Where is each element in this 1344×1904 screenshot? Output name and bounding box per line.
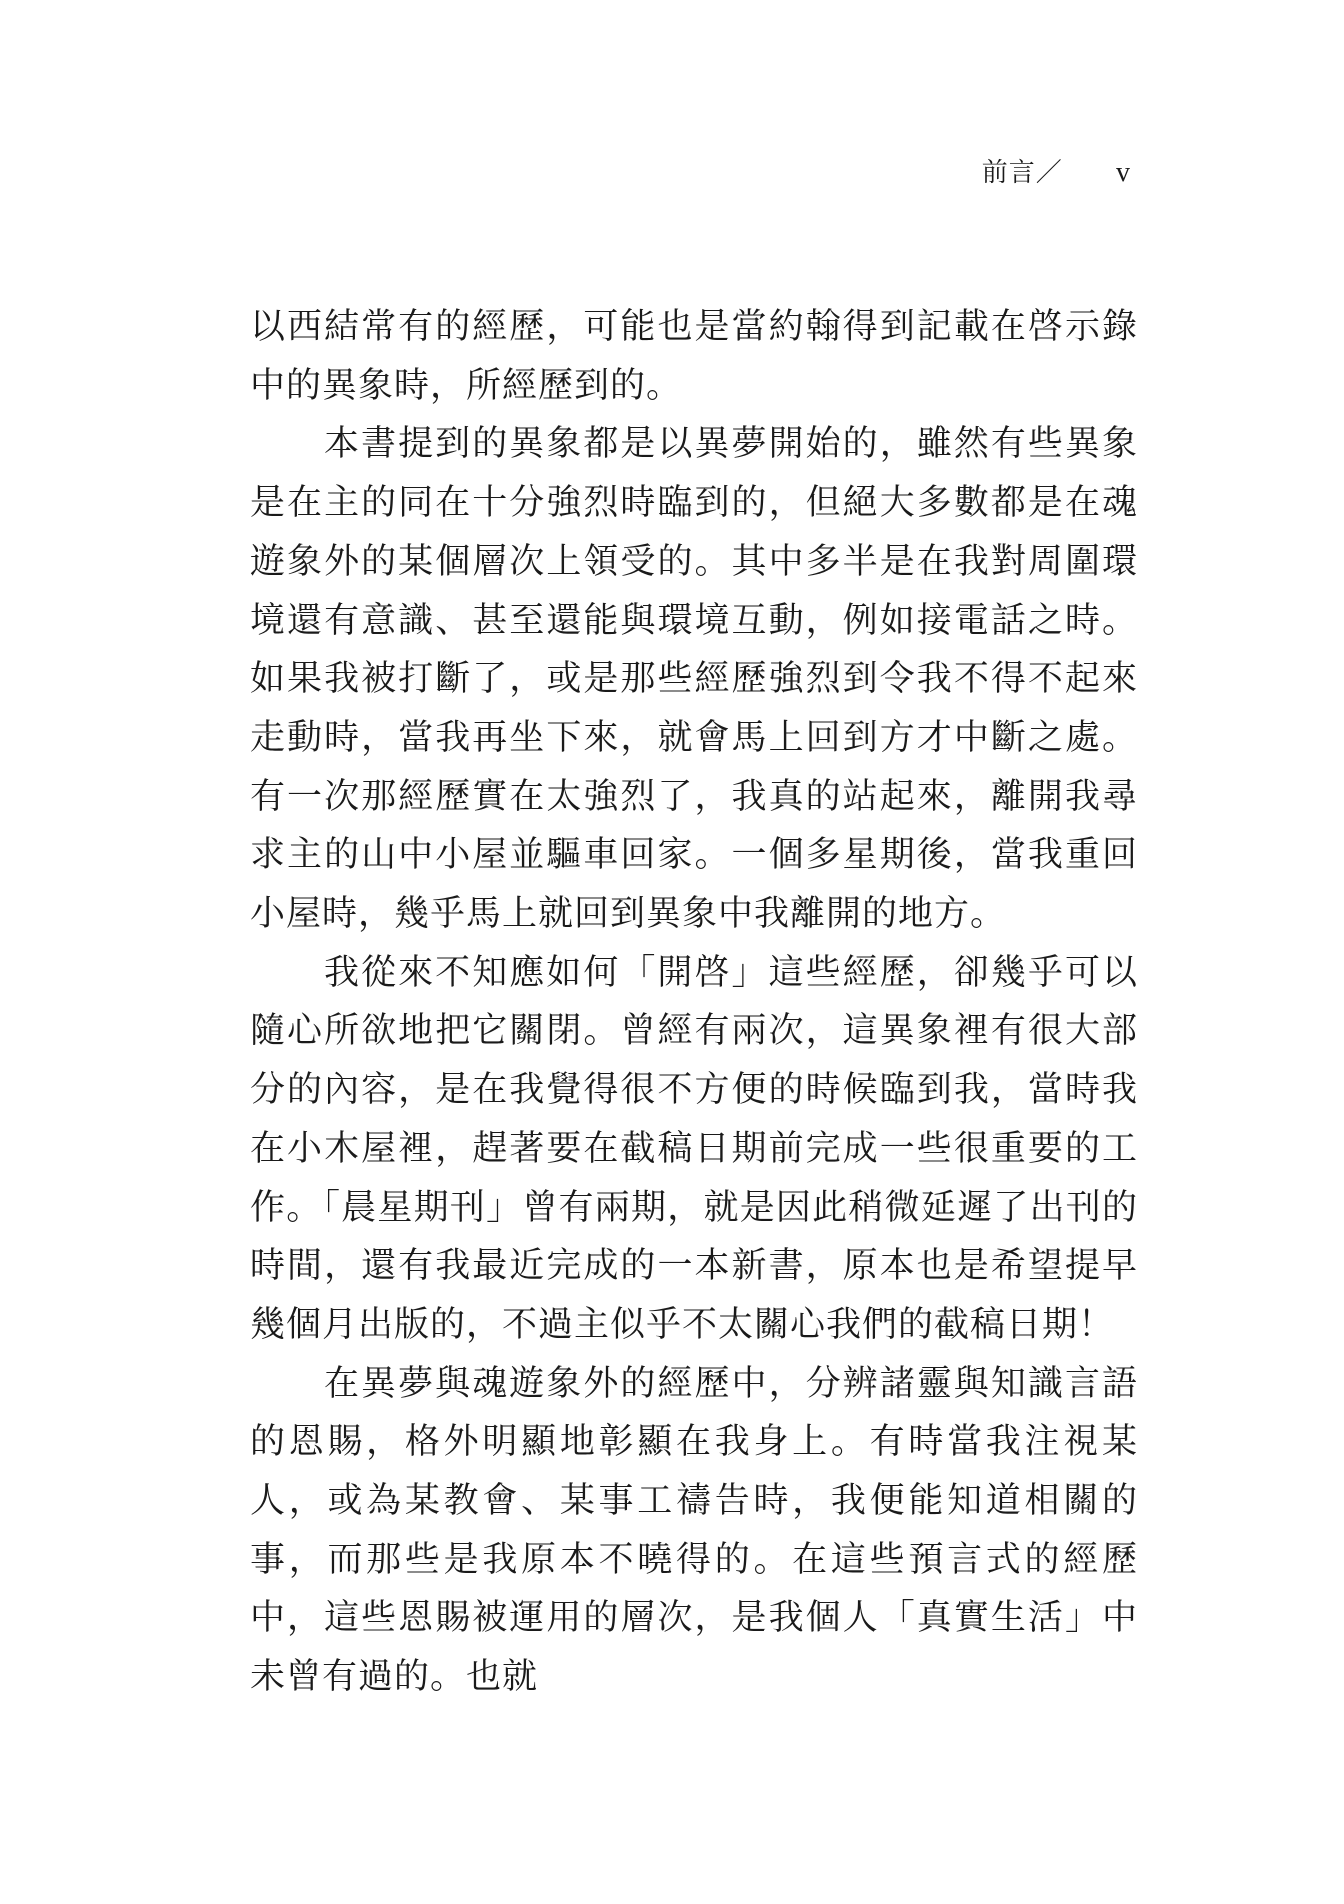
paragraph: 以西結常有的經歷，可能也是當約翰得到記載在啓示錄中的異象時，所經歷到的。 [250, 307, 1138, 406]
running-header [982, 152, 1131, 189]
section-title: 前言／ [981, 158, 1063, 188]
paragraph: 本書提到的異象都是以異夢開始的，雖然有些異象是在主的同在十分強烈時臨到的，但絕大多數都是在魂遊象外的某個層次上領受的。其中多半是在我對周圍環境還有意識、甚至還能與環境互動，例如接電話之時。如果我被打斷了，或是那些經歷強烈到令我不得不起來走動時，當我再坐下來，就會馬上回到方才中斷之處。有一次那經歷實在太強烈了，我真的站起來，離開我尋求主的山中小屋並驅車回家。一個多星期後，當我重回小屋時，幾乎馬上就回到異象中我離開的地方。 [250, 424, 1138, 935]
paragraph: 在異夢與魂遊象外的經歷中，分辨諸靈與知識言語的恩賜，格外明顯地彰顯在我身上。有時當我注視某人，或為某教會、某事工禱告時，我便能知道相關的事，而那些是我原本不曉得的。在這些預言式的經歷中，這些恩賜被運用的層次，是我個人「真實生活」中未曾有過的。也就 [250, 1363, 1138, 1698]
page-number: v [1116, 157, 1131, 188]
paragraph: 我從來不知應如何「開啓」這些經歷，卻幾乎可以隨心所欲地把它關閉。曾經有兩次，這異象裡有很大部分的內容，是在我覺得很不方便的時候臨到我，當時我在小木屋裡，趕著要在截稿日期前完成一些很重要的工作。「晨星期刊」曾有兩期，就是因此稍微延遲了出刊的時間，還有我最近完成的一本新書，原本也是希望提早幾個月出版的，不過主似乎不太關心我們的截稿日期！ [250, 952, 1138, 1345]
body-text [250, 298, 1138, 1707]
